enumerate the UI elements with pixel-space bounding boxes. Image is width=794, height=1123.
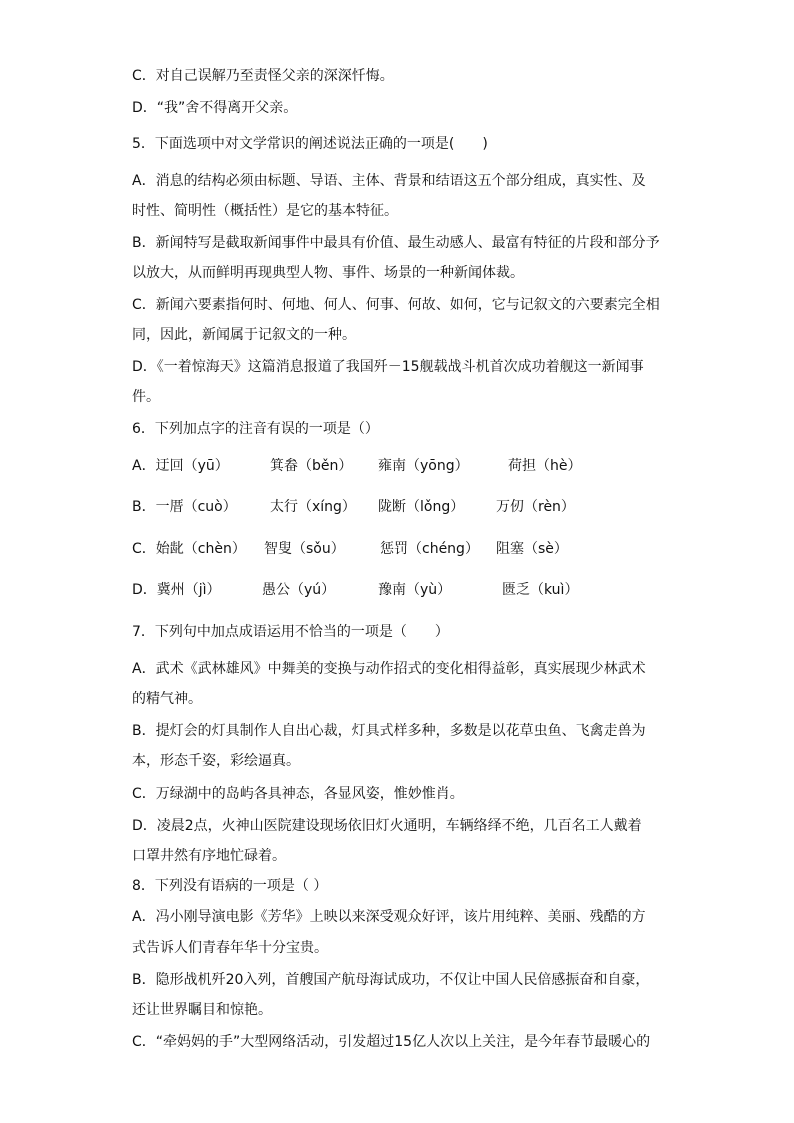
q8-option-a-line-2: 式告诉人们青春年华十分宝贵。 — [132, 940, 328, 956]
q7-option-d-line-1: D．凌晨2点，火神山医院建设现场依旧灯火通明，车辆络绎不绝，几百名工人戴着 — [132, 818, 642, 834]
q6-d-item-4: 匮乏（kuì） — [502, 582, 579, 598]
q5-option-c-line-2: 同，因此，新闻属于记叙文的一种。 — [132, 327, 356, 343]
q6-c-item-3: 惩罚（chéng） — [380, 541, 479, 557]
q7-option-a-line-1: A．武术《武林雄风》中舞美的变换与动作招式的变化相得益彰，真实展现少林武术 — [132, 661, 646, 677]
q6-option-c-row — [132, 539, 672, 559]
q8-option-b-line-1: B．隐形战机歼20入列，首艘国产航母海试成功，不仅让中国人民倍感振奋和自豪， — [132, 972, 650, 988]
q6-b-item-4: 万仞（rèn） — [496, 499, 575, 515]
q6-b-item-1: B．一厝（cuò） — [132, 499, 237, 515]
option-c-line: C．对自己误解乃至责怪父亲的深深忏悔。 — [132, 68, 394, 84]
question-7-stem: 7．下列句中加点成语运用不恰当的一项是（ ） — [132, 624, 449, 640]
q5-option-c-line-1: C．新闻六要素指何时、何地、何人、何事、何故、如何，它与记叙文的六要素完全相 — [132, 297, 660, 313]
q6-a-item-2: 箕畚（běn） — [270, 458, 353, 474]
q6-d-item-3: 豫南（yù） — [378, 582, 452, 598]
q6-b-item-2: 太行（xíng） — [270, 499, 356, 515]
q7-option-b-line-2: 本，形态千姿，彩绘逼真。 — [132, 753, 300, 769]
q6-d-item-1: D．冀州（jì） — [132, 582, 221, 598]
q8-option-a-line-1: A．冯小刚导演电影《芳华》上映以来深受观众好评，该片用纯粹、美丽、残酷的方 — [132, 909, 646, 925]
q6-a-item-4: 荷担（hè） — [508, 458, 582, 474]
q6-option-a-row — [132, 456, 672, 476]
q6-a-item-3: 雍南（yōng） — [378, 458, 469, 474]
q6-c-item-4: 阻塞（sè） — [496, 541, 568, 557]
q6-c-item-1: C．始龀（chèn） — [132, 541, 246, 557]
q6-a-item-1: A．迂回（yū） — [132, 458, 229, 474]
q5-option-d-line-1: D．《一着惊海天》这篇消息报道了我国歼－15舰载战斗机首次成功着舰这一新闻事 — [132, 359, 644, 375]
q5-option-b-line-2: 以放大，从而鲜明再现典型人物、事件、场景的一种新闻体裁。 — [132, 265, 524, 281]
q5-option-b-line-1: B．新闻特写是截取新闻事件中最具有价值、最生动感人、最富有特征的片段和部分予 — [132, 235, 660, 251]
q8-option-b-line-2: 还让世界瞩目和惊艳。 — [132, 1002, 272, 1018]
q5-option-a-line-2: 时性、简明性（概括性）是它的基本特征。 — [132, 203, 398, 219]
q6-d-item-2: 愚公（yú） — [262, 582, 336, 598]
question-8-stem: 8．下列没有语病的一项是（ ） — [132, 878, 328, 894]
option-d-line: D．“我”舍不得离开父亲。 — [132, 100, 298, 116]
q7-option-c-line: C．万绿湖中的岛屿各具神态，各显风姿，惟妙惟肖。 — [132, 786, 464, 802]
q6-b-item-3: 陇断（lǒng） — [378, 499, 465, 515]
q6-c-item-2: 智叟（sǒu） — [264, 541, 345, 557]
q7-option-a-line-2: 的精气神。 — [132, 691, 202, 707]
question-6-stem: 6．下列加点字的注音有误的一项是（） — [132, 421, 379, 437]
q6-option-b-row — [132, 497, 672, 517]
q5-option-d-line-2: 件。 — [132, 389, 160, 405]
q5-option-a-line-1: A．消息的结构必须由标题、导语、主体、背景和结语这五个部分组成，真实性、及 — [132, 173, 646, 189]
q6-option-d-row — [132, 580, 672, 600]
q8-option-c-line-1: C．“牵妈妈的手”大型网络活动，引发超过15亿人次以上关注，是今年春节最暖心的 — [132, 1034, 651, 1050]
q7-option-d-line-2: 口罩井然有序地忙碌着。 — [132, 848, 286, 864]
q7-option-b-line-1: B．提灯会的灯具制作人自出心裁，灯具式样多种，多数是以花草虫鱼、飞禽走兽为 — [132, 723, 646, 739]
question-5-stem: 5．下面选项中对文学常识的阐述说法正确的一项是( ) — [132, 136, 488, 152]
